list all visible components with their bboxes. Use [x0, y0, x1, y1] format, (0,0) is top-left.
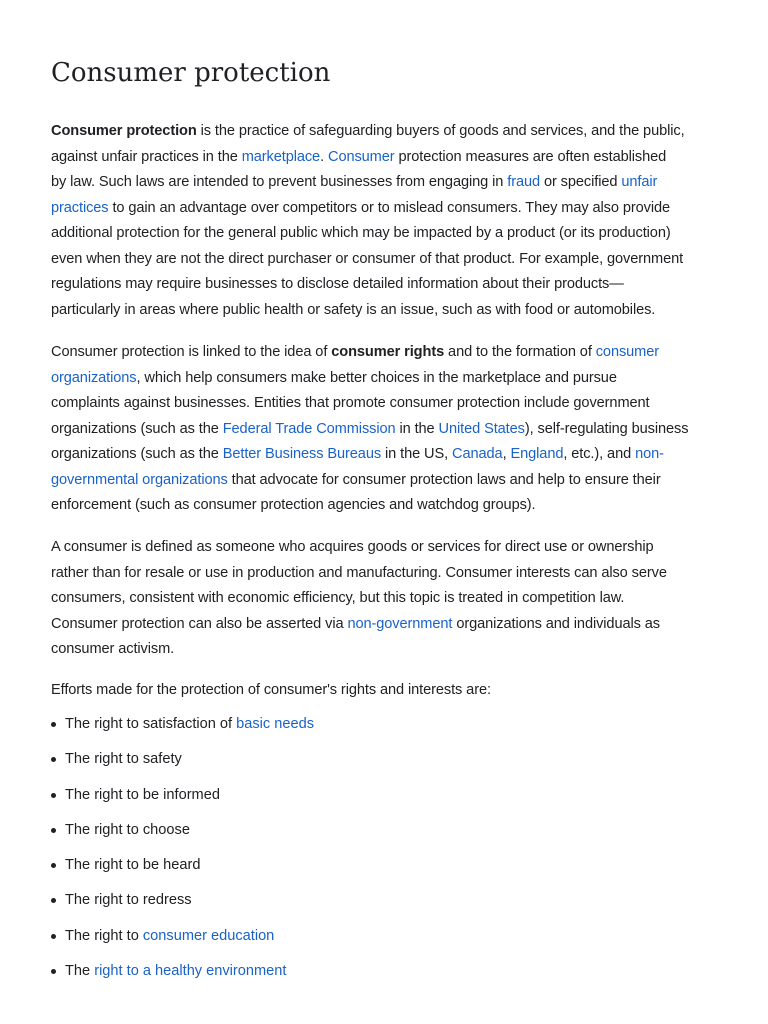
- link-marketplace[interactable]: marketplace: [241, 148, 321, 165]
- text-line: [51, 340, 719, 366]
- text-line: [51, 145, 719, 171]
- text-line: Efforts made for the protection of consumer's rights and interests are:: [51, 682, 491, 698]
- text-line: [51, 417, 719, 443]
- list-item-text: The right to redress: [65, 892, 192, 909]
- list-item-text: The right to safety: [65, 751, 182, 768]
- list-item: [51, 922, 719, 957]
- text-line: [51, 196, 719, 222]
- text-run: ), self-regulating business: [524, 420, 689, 437]
- text-line: consumer activism.: [51, 641, 175, 657]
- link-unfair-practices-cont[interactable]: practices: [51, 199, 109, 216]
- text-line: complaints against businesses. Entities that promote consumer protection include government: [51, 395, 650, 411]
- list-item: [51, 710, 719, 745]
- text-line: enforcement (such as consumer protection agencies and watchdog groups).: [51, 497, 536, 513]
- text-line: [51, 366, 719, 392]
- link-better-business-bureaus[interactable]: Better Business Bureaus: [222, 446, 382, 462]
- text-run: in the US,: [381, 446, 453, 462]
- rights-paragraph: [51, 340, 719, 519]
- text-line: [51, 442, 719, 468]
- text-run: organizations and individuals as: [452, 615, 660, 632]
- text-run: or specified: [540, 174, 622, 190]
- bullet-icon: [51, 757, 56, 762]
- link-united-states[interactable]: United States: [438, 420, 525, 437]
- list-item-text: The right to: [65, 927, 143, 944]
- text-run: , which help consumers make better choices in the marketplace and pursue: [136, 369, 617, 386]
- bullet-icon: [51, 793, 56, 798]
- list-item: [51, 816, 719, 851]
- efforts-intro: [51, 678, 719, 704]
- bullet-icon: [51, 722, 56, 727]
- list-item-text: The: [65, 963, 95, 980]
- link-non-government[interactable]: non-government: [347, 615, 453, 632]
- list-item-text: The right to be heard: [65, 857, 201, 874]
- definition-paragraph: [51, 535, 719, 663]
- text-run: , etc.), and: [563, 446, 636, 462]
- list-item: [51, 745, 719, 780]
- list-item: [51, 851, 719, 886]
- text-run: is the practice of safeguarding buyers of goods and services, and the public,: [196, 123, 685, 139]
- intro-paragraph: [51, 119, 719, 323]
- bold-term: consumer rights: [331, 344, 445, 360]
- text-run: Consumer protection can also be asserted via: [51, 615, 348, 632]
- text-run: to gain an advantage over competitors or to mislead consumers. They may also provide: [108, 199, 670, 216]
- text-line: [51, 170, 719, 196]
- text-run: organizations (such as the: [51, 420, 223, 437]
- text-line: [51, 612, 719, 638]
- list-item-text: The right to be informed: [65, 786, 220, 803]
- text-line: [51, 119, 719, 145]
- bullet-icon: [51, 898, 56, 903]
- bullet-icon: [51, 863, 56, 868]
- list-item-text: The right to choose: [65, 821, 190, 838]
- link-consumer-organizations[interactable]: consumer: [595, 344, 660, 360]
- text-run: against unfair practices in the: [51, 148, 242, 165]
- text-line: particularly in areas where public health or safety is an issue, such as with food or automobiles.: [51, 301, 656, 318]
- text-run: organizations (such as the: [51, 446, 223, 462]
- link-federal-trade-commission[interactable]: Federal Trade Commission: [222, 420, 396, 437]
- page-title: Consumer protection: [51, 58, 331, 88]
- bullet-icon: [51, 828, 56, 833]
- text-run: that advocate for consumer protection laws and help to ensure their: [227, 471, 661, 488]
- text-run: in the: [395, 420, 439, 437]
- link-unfair-practices[interactable]: unfair: [621, 174, 658, 190]
- text-run: protection measures are often established: [394, 148, 667, 165]
- link-consumer-organizations-cont[interactable]: organizations: [51, 369, 137, 386]
- text-line: even when they are not the direct purchaser or consumer of that product. For example, government: [51, 250, 684, 267]
- bold-term: Consumer protection: [51, 123, 197, 139]
- text-run: by law. Such laws are intended to prevent businesses from engaging in: [51, 174, 508, 190]
- link-right-to-a-healthy-environment[interactable]: right to a healthy environment: [94, 963, 287, 980]
- link-canada[interactable]: Canada: [452, 446, 503, 462]
- link-consumer-education[interactable]: consumer education: [142, 927, 275, 944]
- text-run: and to the formation of: [444, 344, 596, 360]
- rights-list: [51, 710, 719, 992]
- text-run: .: [320, 148, 328, 165]
- list-item-text: The right to satisfaction of: [65, 716, 237, 732]
- bullet-icon: [51, 969, 56, 974]
- text-line: regulations may require businesses to disclose detailed information about their products—: [51, 276, 624, 292]
- link-consumer[interactable]: Consumer: [328, 148, 395, 165]
- link-england[interactable]: England: [510, 446, 564, 462]
- link-fraud[interactable]: fraud: [507, 174, 540, 190]
- text-run: ,: [502, 446, 511, 462]
- text-run: Consumer protection is linked to the idea of: [51, 344, 332, 360]
- list-item: [51, 957, 719, 992]
- link-basic-needs[interactable]: basic needs: [236, 716, 315, 732]
- list-item: [51, 781, 719, 816]
- text-line: consumers, consistent with economic efficiency, but this topic is treated in competition law.: [51, 590, 625, 606]
- text-line: additional protection for the general public which may be impacted by a product (or its production): [51, 225, 671, 241]
- link-non-governmental-organizations[interactable]: non-: [635, 446, 664, 462]
- text-line: rather than for resale or use in production and manufacturing. Consumer interests can also serve: [51, 564, 667, 581]
- text-line: A consumer is defined as someone who acquires goods or services for direct use or ownership: [51, 539, 654, 555]
- text-line: [51, 468, 719, 494]
- list-item: [51, 886, 719, 921]
- link-non-governmental-organizations-cont[interactable]: governmental organizations: [51, 471, 228, 488]
- bullet-icon: [51, 934, 56, 939]
